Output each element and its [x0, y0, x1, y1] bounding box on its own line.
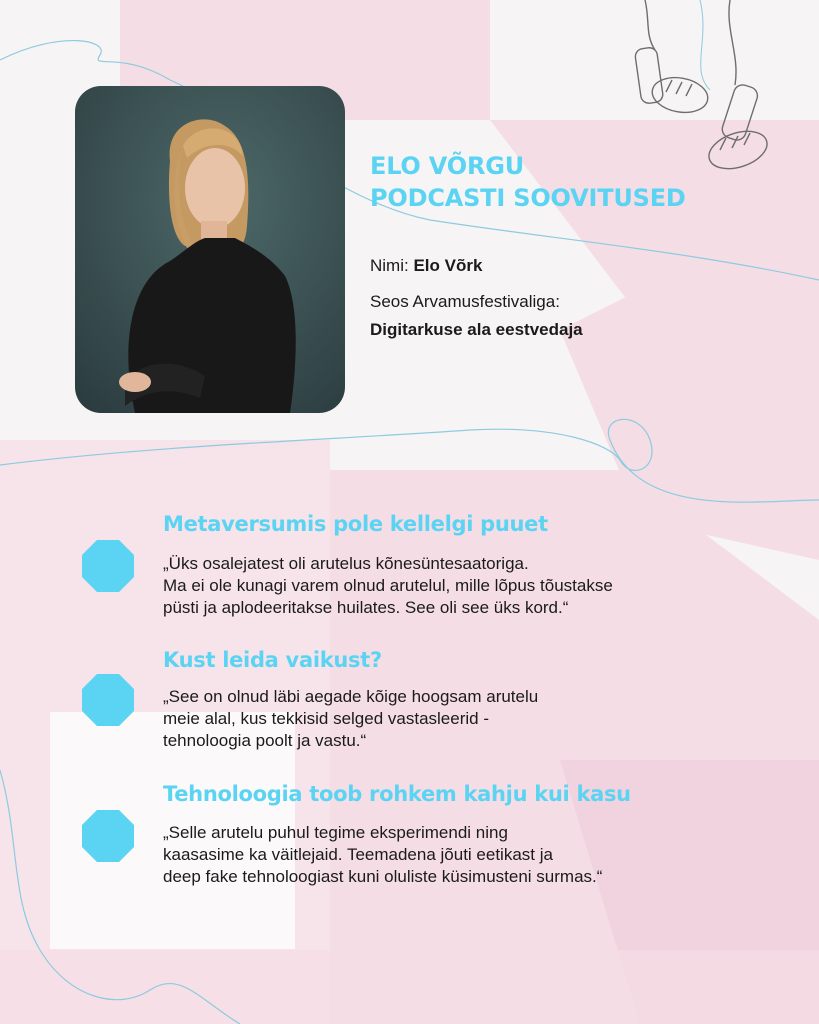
recommendation-title-1: Metaversumis pole kellelgi puuet — [163, 512, 548, 536]
recommendation-quote-1: „Üks osalejatest oli arutelus kõnesüntesaatoriga. Ma ei ole kunagi varem olnud arutelul, mille lõpus tõustakse püsti ja aplodeeritakse huilates. See oli see üks kord.“ — [163, 554, 613, 617]
relation-label: Seos Arvamusfestivaliga: — [370, 292, 560, 311]
name-row — [370, 256, 482, 276]
octagon-bullet-icon — [82, 810, 134, 862]
recommendation-title-2: Kust leida vaikust? — [163, 648, 382, 672]
recommendation-title-3: Tehnoloogia toob rohkem kahju kui kasu — [163, 782, 631, 806]
title-line-2: PODCASTI SOOVITUSED — [370, 184, 686, 212]
octagon-bullet-icon — [82, 674, 134, 726]
recommendation-quote-2: „See on olnud läbi aegade kõige hoogsam arutelu meie alal, kus tekkisid selged vastasleerid - tehnoloogia poolt ja vastu.“ — [163, 687, 539, 750]
recommendation-quote-3: „Selle arutelu puhul tegime eksperimendi ning kaasasime ka väitlejaid. Teemadena jõuti eetikast ja deep fake tehnoloogiast kuni oluliste küsimusteni surmas.“ — [163, 823, 603, 886]
title-line-1: ELO VÕRGU — [370, 152, 525, 180]
relation-value: Digitarkuse ala eestvedaja — [370, 320, 583, 339]
earbuds-illustration — [620, 0, 800, 175]
name-value: Elo Võrk — [413, 256, 483, 275]
page-title — [370, 150, 686, 214]
octagon-bullet-icon — [82, 540, 134, 592]
portrait-photo — [75, 86, 345, 413]
name-label: Nimi: — [370, 256, 409, 275]
